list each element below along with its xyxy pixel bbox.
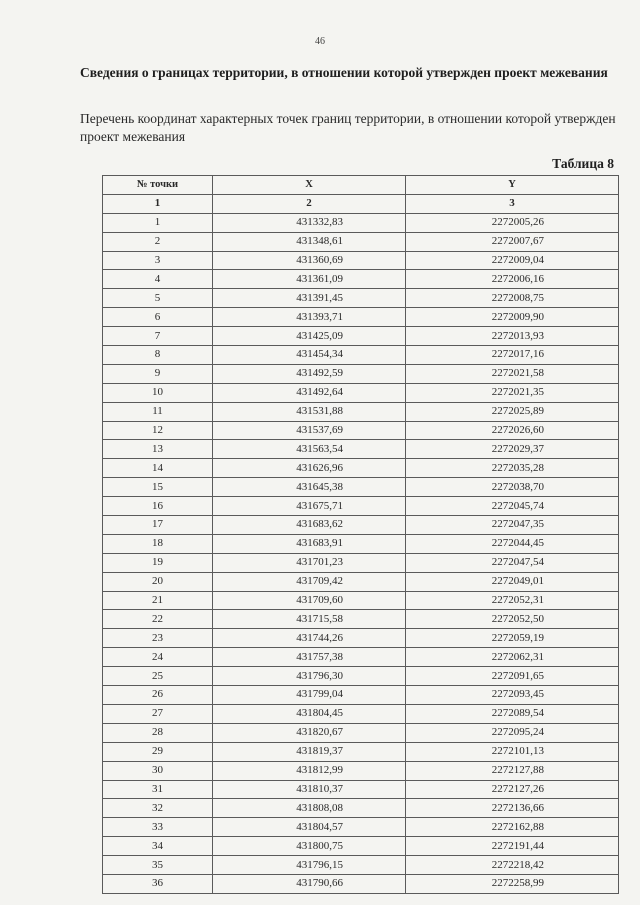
table-row	[103, 497, 619, 516]
y-coordinate-cell: 2272047,54	[406, 553, 619, 572]
x-coordinate-cell: 431454,34	[213, 346, 406, 365]
x-coordinate-cell: 431709,60	[213, 591, 406, 610]
point-number-cell: 28	[103, 723, 213, 742]
y-coordinate-cell: 2272044,45	[406, 534, 619, 553]
x-coordinate-cell: 431757,38	[213, 648, 406, 667]
column-number-2: 2	[213, 194, 406, 213]
point-number-cell: 2	[103, 232, 213, 251]
x-coordinate-cell: 431683,91	[213, 534, 406, 553]
table-row	[103, 213, 619, 232]
point-number-cell: 8	[103, 346, 213, 365]
table-row	[103, 723, 619, 742]
table-row	[103, 704, 619, 723]
x-coordinate-cell: 431645,38	[213, 478, 406, 497]
x-coordinate-cell: 431537,69	[213, 421, 406, 440]
x-coordinate-cell: 431563,54	[213, 440, 406, 459]
point-number-cell: 3	[103, 251, 213, 270]
table-row	[103, 308, 619, 327]
table-header-row	[103, 176, 619, 195]
table-row	[103, 856, 619, 875]
point-number-cell: 7	[103, 327, 213, 346]
column-number-1: 1	[103, 194, 213, 213]
point-number-cell: 11	[103, 402, 213, 421]
y-coordinate-cell: 2272218,42	[406, 856, 619, 875]
y-coordinate-cell: 2272049,01	[406, 572, 619, 591]
y-coordinate-cell: 2272038,70	[406, 478, 619, 497]
y-coordinate-cell: 2272095,24	[406, 723, 619, 742]
y-coordinate-cell: 2272045,74	[406, 497, 619, 516]
column-number-3: 3	[406, 194, 619, 213]
point-number-cell: 35	[103, 856, 213, 875]
table-row	[103, 761, 619, 780]
y-coordinate-cell: 2272013,93	[406, 327, 619, 346]
table-row	[103, 686, 619, 705]
point-number-cell: 33	[103, 818, 213, 837]
x-coordinate-cell: 431790,66	[213, 874, 406, 893]
point-number-cell: 26	[103, 686, 213, 705]
table-row	[103, 270, 619, 289]
x-coordinate-cell: 431360,69	[213, 251, 406, 270]
point-number-cell: 9	[103, 364, 213, 383]
y-coordinate-cell: 2272062,31	[406, 648, 619, 667]
table-row	[103, 742, 619, 761]
x-coordinate-cell: 431810,37	[213, 780, 406, 799]
point-number-cell: 4	[103, 270, 213, 289]
point-number-cell: 16	[103, 497, 213, 516]
table-row	[103, 818, 619, 837]
x-coordinate-cell: 431819,37	[213, 742, 406, 761]
y-coordinate-cell: 2272047,35	[406, 516, 619, 535]
x-coordinate-cell: 431348,61	[213, 232, 406, 251]
y-coordinate-cell: 2272021,58	[406, 364, 619, 383]
header-point-number: № точки	[103, 176, 213, 195]
table-row	[103, 837, 619, 856]
x-coordinate-cell: 431492,59	[213, 364, 406, 383]
y-coordinate-cell: 2272059,19	[406, 629, 619, 648]
y-coordinate-cell: 2272017,16	[406, 346, 619, 365]
point-number-cell: 24	[103, 648, 213, 667]
x-coordinate-cell: 431812,99	[213, 761, 406, 780]
x-coordinate-cell: 431361,09	[213, 270, 406, 289]
y-coordinate-cell: 2272093,45	[406, 686, 619, 705]
x-coordinate-cell: 431796,30	[213, 667, 406, 686]
table-row	[103, 667, 619, 686]
table-row	[103, 610, 619, 629]
y-coordinate-cell: 2272091,65	[406, 667, 619, 686]
table-row	[103, 553, 619, 572]
y-coordinate-cell: 2272026,60	[406, 421, 619, 440]
section-heading: Сведения о границах территории, в отношении которой утвержден проект межевания	[80, 65, 608, 80]
table-row	[103, 629, 619, 648]
x-coordinate-cell: 431332,83	[213, 213, 406, 232]
y-coordinate-cell: 2272029,37	[406, 440, 619, 459]
x-coordinate-cell: 431799,04	[213, 686, 406, 705]
point-number-cell: 32	[103, 799, 213, 818]
table-row	[103, 478, 619, 497]
table-row	[103, 572, 619, 591]
point-number-cell: 1	[103, 213, 213, 232]
point-number-cell: 29	[103, 742, 213, 761]
table-row	[103, 780, 619, 799]
point-number-cell: 36	[103, 874, 213, 893]
point-number-cell: 31	[103, 780, 213, 799]
point-number-cell: 12	[103, 421, 213, 440]
coordinates-table	[102, 175, 619, 894]
table-row	[103, 232, 619, 251]
y-coordinate-cell: 2272052,31	[406, 591, 619, 610]
header-y: Y	[406, 176, 619, 195]
header-x: X	[213, 176, 406, 195]
y-coordinate-cell: 2272089,54	[406, 704, 619, 723]
y-coordinate-cell: 2272021,35	[406, 383, 619, 402]
x-coordinate-cell: 431492,64	[213, 383, 406, 402]
x-coordinate-cell: 431744,26	[213, 629, 406, 648]
x-coordinate-cell: 431531,88	[213, 402, 406, 421]
table-row	[103, 364, 619, 383]
y-coordinate-cell: 2272191,44	[406, 837, 619, 856]
point-number-cell: 20	[103, 572, 213, 591]
y-coordinate-cell: 2272127,88	[406, 761, 619, 780]
y-coordinate-cell: 2272162,88	[406, 818, 619, 837]
table-row	[103, 327, 619, 346]
x-coordinate-cell: 431701,23	[213, 553, 406, 572]
table-row	[103, 421, 619, 440]
point-number-cell: 17	[103, 516, 213, 535]
table-row	[103, 648, 619, 667]
table-row	[103, 289, 619, 308]
x-coordinate-cell: 431715,58	[213, 610, 406, 629]
point-number-cell: 15	[103, 478, 213, 497]
x-coordinate-cell: 431804,45	[213, 704, 406, 723]
page-number: 46	[315, 36, 325, 47]
x-coordinate-cell: 431675,71	[213, 497, 406, 516]
table-row	[103, 383, 619, 402]
y-coordinate-cell: 2272009,04	[406, 251, 619, 270]
point-number-cell: 10	[103, 383, 213, 402]
table-row	[103, 799, 619, 818]
y-coordinate-cell: 2272008,75	[406, 289, 619, 308]
column-number-row	[103, 194, 619, 213]
table-row	[103, 459, 619, 478]
point-number-cell: 27	[103, 704, 213, 723]
x-coordinate-cell: 431796,15	[213, 856, 406, 875]
x-coordinate-cell: 431626,96	[213, 459, 406, 478]
point-number-cell: 23	[103, 629, 213, 648]
y-coordinate-cell: 2272007,67	[406, 232, 619, 251]
x-coordinate-cell: 431391,45	[213, 289, 406, 308]
table-row	[103, 591, 619, 610]
x-coordinate-cell: 431800,75	[213, 837, 406, 856]
table-row	[103, 346, 619, 365]
table-row	[103, 251, 619, 270]
table-row	[103, 534, 619, 553]
point-number-cell: 22	[103, 610, 213, 629]
table-caption: Таблица 8	[552, 156, 614, 171]
point-number-cell: 21	[103, 591, 213, 610]
y-coordinate-cell: 2272009,90	[406, 308, 619, 327]
table-row	[103, 440, 619, 459]
point-number-cell: 30	[103, 761, 213, 780]
point-number-cell: 14	[103, 459, 213, 478]
table-row	[103, 402, 619, 421]
point-number-cell: 25	[103, 667, 213, 686]
x-coordinate-cell: 431820,67	[213, 723, 406, 742]
y-coordinate-cell: 2272101,13	[406, 742, 619, 761]
x-coordinate-cell: 431425,09	[213, 327, 406, 346]
y-coordinate-cell: 2272035,28	[406, 459, 619, 478]
point-number-cell: 13	[103, 440, 213, 459]
y-coordinate-cell: 2272136,66	[406, 799, 619, 818]
section-subheading: Перечень координат характерных точек границ территории, в отношении которой утвержден проект межевания	[80, 111, 616, 144]
y-coordinate-cell: 2272005,26	[406, 213, 619, 232]
y-coordinate-cell: 2272258,99	[406, 874, 619, 893]
x-coordinate-cell: 431393,71	[213, 308, 406, 327]
table-row	[103, 874, 619, 893]
y-coordinate-cell: 2272052,50	[406, 610, 619, 629]
y-coordinate-cell: 2272025,89	[406, 402, 619, 421]
point-number-cell: 18	[103, 534, 213, 553]
x-coordinate-cell: 431683,62	[213, 516, 406, 535]
point-number-cell: 34	[103, 837, 213, 856]
point-number-cell: 6	[103, 308, 213, 327]
y-coordinate-cell: 2272127,26	[406, 780, 619, 799]
x-coordinate-cell: 431709,42	[213, 572, 406, 591]
x-coordinate-cell: 431808,08	[213, 799, 406, 818]
x-coordinate-cell: 431804,57	[213, 818, 406, 837]
point-number-cell: 5	[103, 289, 213, 308]
point-number-cell: 19	[103, 553, 213, 572]
y-coordinate-cell: 2272006,16	[406, 270, 619, 289]
table-row	[103, 516, 619, 535]
